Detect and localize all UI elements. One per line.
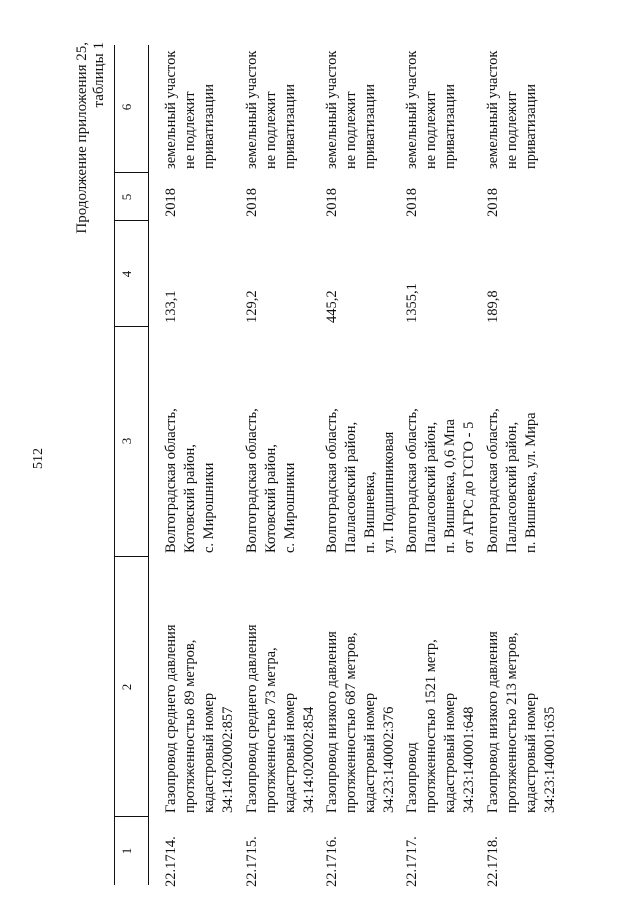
object-name-line: кадастровый номер (442, 692, 458, 813)
object-name (403, 639, 479, 813)
object-note (403, 51, 460, 169)
object-address (403, 408, 479, 553)
object-name-line: 34:23:140001:648 (461, 706, 477, 813)
object-length: 189,8 (485, 290, 501, 323)
object-address-line: Волгоградская область, (485, 408, 501, 553)
object-address-line: п. Вишневка, 0,6 Мпа (442, 419, 458, 553)
table-header-bottom-rule (148, 45, 149, 885)
row-number: 22.1718. (485, 836, 501, 887)
object-name-line: Газопровод среднего давления (163, 624, 179, 813)
object-address-line: Котовский район, (182, 444, 198, 553)
object-address-line: Палласовский район, (423, 421, 439, 553)
object-name (162, 625, 238, 814)
row-number: 22.1717. (404, 836, 420, 887)
column-header-3: 3 (119, 437, 134, 445)
caption-line-2: таблицы 1 (91, 42, 107, 108)
object-address (484, 408, 541, 553)
object-name-line: 34:14:020002:854 (301, 706, 317, 813)
object-name (484, 631, 560, 813)
row-number: 22.1715. (244, 836, 260, 887)
column-separator (114, 556, 148, 557)
object-note (484, 51, 541, 169)
object-year: 2018 (485, 188, 501, 217)
object-name-line: Газопровод (404, 742, 420, 813)
object-note-line: не подлежит (343, 91, 359, 169)
object-note-line: земельный участок (324, 50, 340, 169)
object-note-line: не подлежит (263, 91, 279, 169)
object-name-line: протяженностью 89 метров, (182, 639, 198, 813)
object-note-line: приватизации (442, 83, 458, 169)
object-address-line: Палласовский район, (504, 421, 520, 553)
object-name-line: 34:14:020002:857 (220, 706, 236, 813)
row-number: 22.1714. (163, 836, 179, 887)
object-address-line: Волгоградская область, (404, 408, 420, 553)
column-header-6: 6 (119, 103, 134, 111)
object-address-line: Палласовский район, (343, 421, 359, 553)
object-note (162, 51, 219, 169)
object-length: 133,1 (163, 290, 179, 323)
object-address-line: Волгоградская область, (324, 408, 340, 553)
object-note-line: не подлежит (423, 91, 439, 169)
column-header-5: 5 (119, 193, 134, 201)
object-note-line: приватизации (201, 83, 217, 169)
object-length: 445,2 (324, 290, 340, 323)
column-header-4: 4 (119, 270, 134, 278)
object-note-line: приватизации (362, 83, 378, 169)
caption-line-1: Продолжение приложения 25, (74, 42, 90, 234)
object-note (243, 51, 300, 169)
object-address-line: Волгоградская область, (163, 408, 179, 553)
object-name (323, 631, 399, 813)
object-name-line: Газопровод низкого давления (324, 631, 340, 813)
object-name-line: протяженностью 1521 метр, (423, 639, 439, 813)
object-address-line: Котовский район, (263, 444, 279, 553)
object-name-line: кадастровый номер (523, 692, 539, 813)
object-note-line: не подлежит (182, 91, 198, 169)
object-address-line: ул. Подшипниковая (381, 431, 397, 553)
object-note-line: земельный участок (404, 50, 420, 169)
object-address (323, 408, 399, 553)
column-separator (114, 220, 148, 221)
object-note-line: приватизации (282, 83, 298, 169)
object-name-line: 34:23:140001:635 (542, 706, 558, 813)
column-separator (114, 326, 148, 327)
table-caption (74, 42, 108, 247)
object-name-line: протяженностью 213 метров, (504, 632, 520, 813)
object-length: 129,2 (244, 290, 260, 323)
object-note-line: не подлежит (504, 91, 520, 169)
object-year: 2018 (324, 188, 340, 217)
row-number: 22.1716. (324, 836, 340, 887)
table-header-top-rule (114, 45, 115, 885)
object-name-line: 34:23:140002:376 (381, 706, 397, 813)
object-name-line: протяженностью 687 метров, (343, 632, 359, 813)
column-header-1: 1 (119, 847, 134, 855)
object-address-line: с. Мирошники (282, 462, 298, 553)
object-year: 2018 (163, 188, 179, 217)
object-year: 2018 (404, 188, 420, 217)
object-address (162, 408, 219, 553)
object-note-line: приватизации (523, 83, 539, 169)
object-name (243, 625, 319, 814)
object-name-line: кадастровый номер (362, 692, 378, 813)
object-name-line: Газопровод низкого давления (485, 631, 501, 813)
object-note-line: земельный участок (485, 50, 501, 169)
object-address (243, 408, 300, 553)
object-address-line: Волгоградская область, (244, 408, 260, 553)
object-name-line: кадастровый номер (201, 692, 217, 813)
object-note-line: земельный участок (163, 50, 179, 169)
page-number: 512 (31, 448, 46, 469)
object-address-line: от АГРС до ГСГО - 5 (461, 421, 477, 553)
object-length: 1355,1 (404, 283, 420, 323)
object-note (323, 51, 380, 169)
object-year: 2018 (244, 188, 260, 217)
object-name-line: кадастровый номер (282, 692, 298, 813)
object-address-line: п. Вишневка, ул. Мира (523, 412, 539, 553)
object-address-line: с. Мирошники (201, 462, 217, 553)
column-separator (114, 172, 148, 173)
column-header-2: 2 (119, 683, 134, 691)
object-name-line: Газопровод среднего давления (244, 624, 260, 813)
object-note-line: земельный участок (244, 50, 260, 169)
column-separator (114, 816, 148, 817)
object-address-line: п. Вишневка, (362, 471, 378, 553)
object-name-line: протяженностью 73 метра, (263, 647, 279, 813)
